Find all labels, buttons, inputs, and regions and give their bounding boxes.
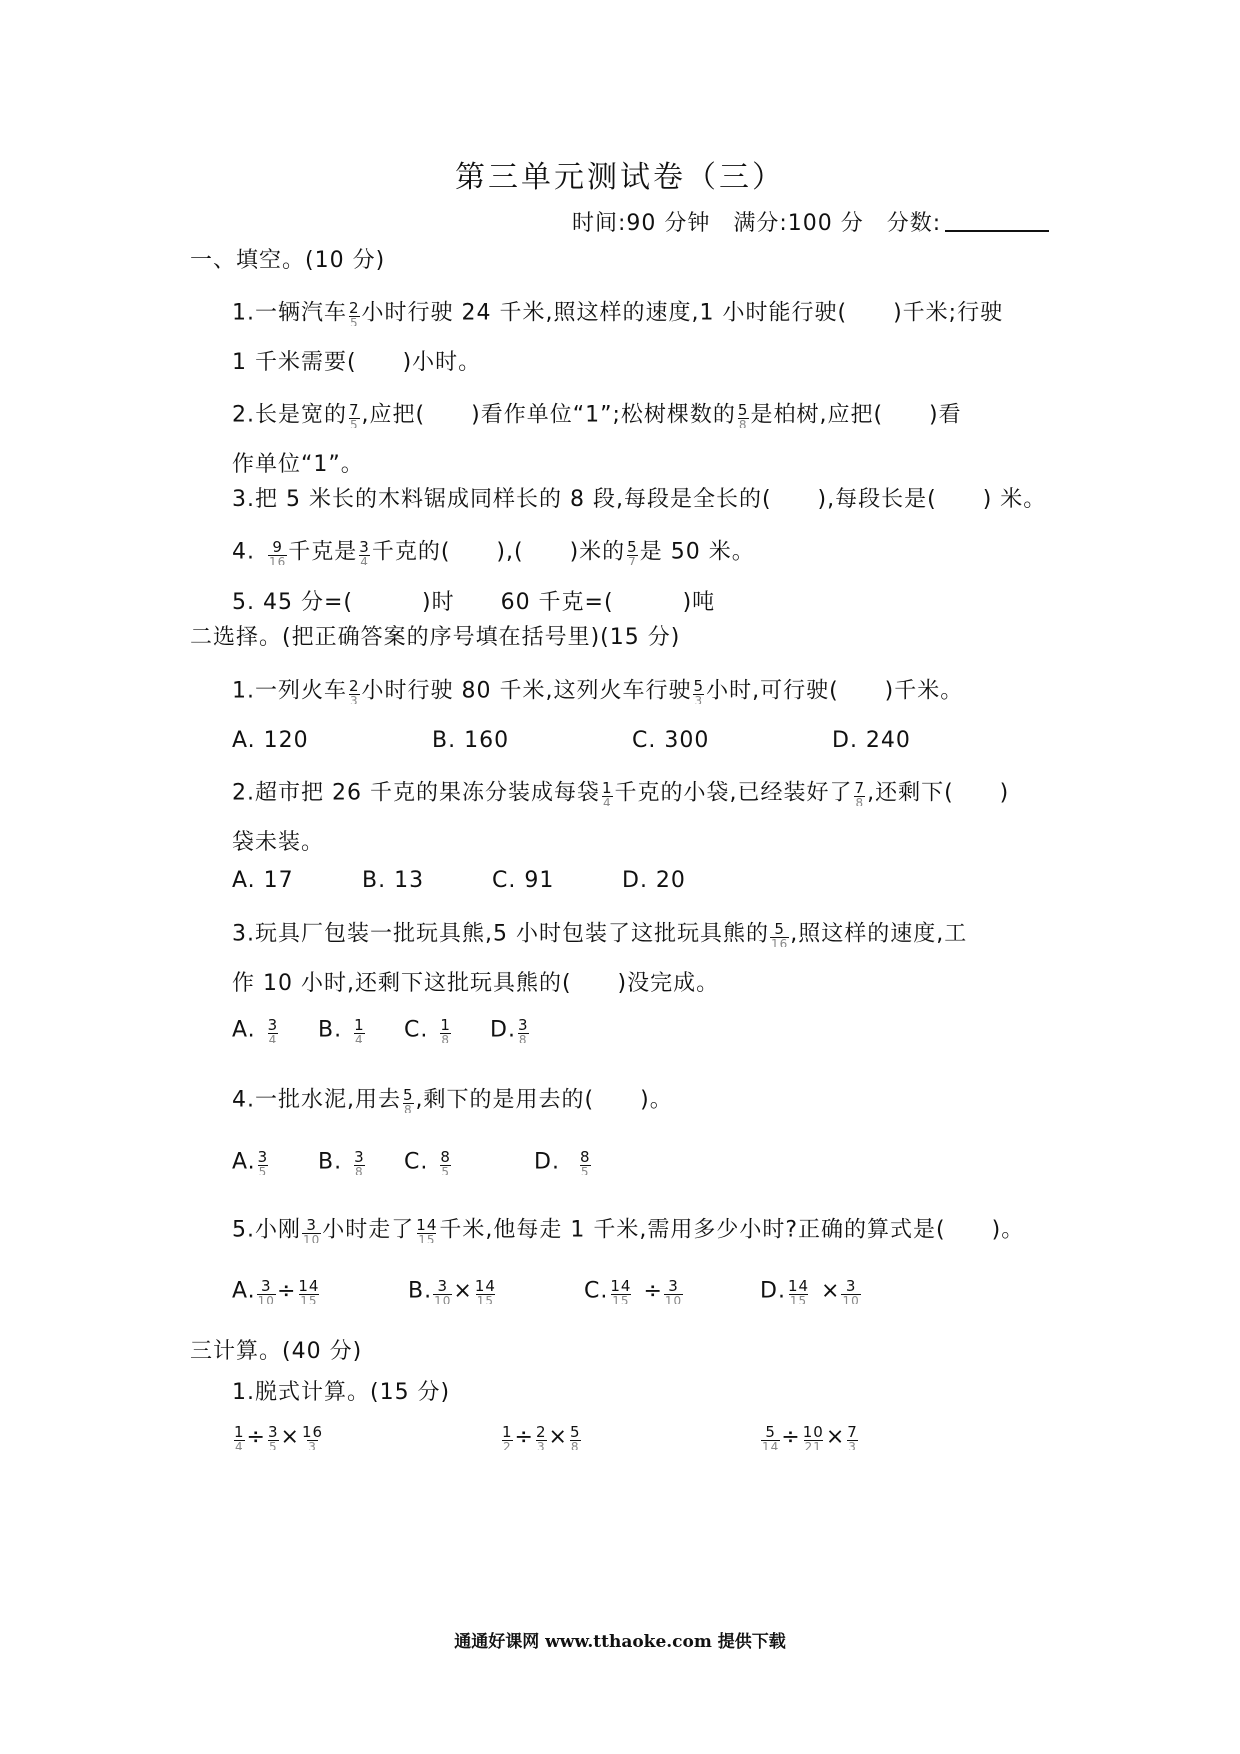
- fraction: [433, 1279, 452, 1304]
- text: 小时行驶 24 千米,照这样的速度,1 小时能行驶( )千米;行驶: [361, 300, 1004, 326]
- numerator: 14: [298, 1277, 320, 1295]
- s2-q3-opt-a[interactable]: [232, 1018, 280, 1043]
- option-label: B.: [408, 1278, 433, 1304]
- denominator: 10: [842, 1294, 860, 1304]
- numerator: 3: [267, 1423, 279, 1441]
- denominator: 4: [355, 1033, 364, 1043]
- fraction: [439, 1150, 452, 1175]
- denominator: 4: [268, 1033, 278, 1043]
- fraction: [402, 1088, 415, 1113]
- option-label: D.: [534, 1149, 560, 1175]
- text: 小时走了: [322, 1217, 415, 1243]
- fraction: [257, 1150, 270, 1175]
- option-label: C.: [584, 1278, 609, 1304]
- numerator: 7: [854, 779, 866, 797]
- operator: ÷: [643, 1278, 663, 1304]
- text: 小时,可行驶( )千米。: [706, 678, 964, 704]
- text: 千克是: [288, 539, 358, 565]
- fraction: [579, 1150, 592, 1175]
- text: 2.超市把 26 千克的果冻分装成每袋: [232, 780, 600, 806]
- score-blank[interactable]: [945, 210, 1049, 232]
- numerator: 5: [402, 1086, 414, 1104]
- exam-meta: [572, 210, 1049, 235]
- fraction: [770, 922, 789, 947]
- s1-q4: [232, 540, 755, 565]
- numerator: 3: [437, 1277, 448, 1295]
- fraction: [737, 403, 750, 428]
- operator: ÷: [781, 1424, 801, 1450]
- numerator: 7: [847, 1423, 858, 1441]
- numerator: 5: [569, 1423, 581, 1441]
- denominator: 2: [502, 1440, 512, 1450]
- s2-q4-opt-b[interactable]: [318, 1150, 367, 1175]
- s2-q4-opt-c[interactable]: [404, 1150, 453, 1175]
- numerator: 1: [234, 1423, 245, 1441]
- fraction: [609, 1279, 632, 1304]
- fraction: [267, 1425, 280, 1450]
- numerator: 3: [845, 1277, 857, 1295]
- denominator: 10: [303, 1233, 321, 1243]
- fraction: [348, 301, 361, 326]
- fraction: [569, 1425, 582, 1450]
- option-label: C.: [404, 1017, 429, 1043]
- denominator: 14: [762, 1440, 780, 1450]
- denominator: 4: [602, 796, 612, 806]
- text: 2.长是宽的: [232, 402, 347, 428]
- text: 千克的( ),( )米的: [371, 539, 626, 565]
- numerator: 3: [517, 1016, 529, 1034]
- text: 5.小刚: [232, 1217, 301, 1243]
- page-title: 第三单元测试卷（三）: [455, 160, 785, 195]
- numerator: 14: [610, 1277, 632, 1295]
- fraction: [439, 1018, 452, 1043]
- calc-expr-2: [500, 1425, 583, 1450]
- denominator: 5: [349, 316, 359, 326]
- denominator: 4: [360, 555, 369, 565]
- denominator: 3: [536, 1440, 546, 1450]
- s2-q5-opt-d[interactable]: [760, 1279, 862, 1304]
- option-label: A.: [232, 1149, 256, 1175]
- numerator: 3: [668, 1277, 679, 1295]
- option-label: B.: [318, 1017, 343, 1043]
- numerator: 5: [737, 401, 749, 419]
- text: ,剩下的是用去的( )。: [415, 1087, 673, 1113]
- numerator: 8: [440, 1148, 451, 1166]
- denominator: 15: [418, 1233, 436, 1243]
- fraction: [257, 1279, 276, 1304]
- denominator: 15: [789, 1294, 808, 1304]
- s1-q5: 5. 45 分=( )时 60 千克=( )吨: [232, 590, 716, 615]
- denominator: 5: [580, 1165, 590, 1175]
- numerator: 1: [354, 1016, 365, 1034]
- s2-q1: [232, 679, 963, 704]
- text: ,应把( )看作单位“1”;松树棵数的: [361, 402, 736, 428]
- denominator: 21: [804, 1440, 822, 1450]
- numerator: 7: [349, 401, 360, 419]
- fraction: [846, 1425, 859, 1450]
- s2-q2-opt-c[interactable]: C. 91: [492, 868, 555, 893]
- s1-q1-line1: [232, 301, 1003, 326]
- numerator: 2: [535, 1423, 547, 1441]
- numerator: 1: [502, 1423, 513, 1441]
- option-label: D.: [760, 1278, 786, 1304]
- footer-download-link[interactable]: 通通好课网 www.tthaoke.com 提供下载: [454, 1632, 786, 1652]
- text: 千米,他每走 1 千米,需用多少小时?正确的算式是( )。: [439, 1217, 1025, 1243]
- denominator: 3: [349, 694, 359, 704]
- numerator: 1: [440, 1016, 451, 1034]
- s2-q1-opt-c[interactable]: C. 300: [632, 728, 710, 753]
- denominator: 3: [848, 1440, 857, 1450]
- operator: ÷: [514, 1424, 534, 1450]
- fraction: [841, 1279, 860, 1304]
- fraction: [787, 1279, 810, 1304]
- text: 3.玩具厂包装一批玩具熊,5 小时包装了这批玩具熊的: [232, 921, 769, 947]
- s1-q3: 3.把 5 米长的木料锯成同样长的 8 段,每段是全长的( ),每段长是( ) 米。: [232, 487, 1047, 512]
- s2-q5-opt-c[interactable]: [584, 1279, 684, 1304]
- numerator: 3: [359, 538, 370, 556]
- s2-q5: [232, 1218, 1024, 1243]
- fraction: [601, 781, 614, 806]
- denominator: 4: [234, 1440, 244, 1450]
- s2-q2-line1: [232, 781, 1009, 806]
- denominator: 16: [269, 555, 287, 565]
- s2-q4-opt-a[interactable]: [232, 1150, 270, 1175]
- s2-q5-opt-a[interactable]: [232, 1279, 321, 1304]
- fraction: [664, 1279, 683, 1304]
- option-label: A.: [232, 1017, 256, 1043]
- fraction: [301, 1425, 324, 1450]
- text: 是柏树,应把( )看: [750, 402, 962, 428]
- section-3-heading: 三计算。(40 分): [190, 1339, 363, 1364]
- s2-q3-opt-d[interactable]: [490, 1018, 530, 1043]
- denominator: 8: [855, 796, 865, 806]
- operator: ×: [453, 1278, 473, 1304]
- numerator: 5: [693, 677, 705, 695]
- s2-q5-opt-b[interactable]: [408, 1279, 498, 1304]
- s2-q1-opt-d[interactable]: D. 240: [832, 728, 911, 753]
- numerator: 2: [349, 299, 360, 317]
- fraction: [626, 540, 639, 565]
- fraction: [693, 679, 706, 704]
- option-label: C.: [404, 1149, 429, 1175]
- exam-meta-text: 时间:90 分钟 满分:100 分 分数:: [572, 211, 942, 236]
- fraction: [267, 1018, 280, 1043]
- fraction: [353, 1150, 366, 1175]
- operator: ×: [825, 1424, 846, 1450]
- s1-q2-line2: 作单位“1”。: [232, 452, 364, 477]
- denominator: 5: [349, 418, 359, 428]
- text: ,还剩下( ): [867, 780, 1010, 806]
- section-3-sub1: 1.脱式计算。(15 分): [232, 1380, 451, 1405]
- numerator: 5: [627, 538, 638, 556]
- numerator: 8: [579, 1148, 591, 1166]
- denominator: 5: [441, 1165, 450, 1175]
- s2-q2-opt-d[interactable]: D. 20: [622, 868, 686, 893]
- fraction: [535, 1425, 548, 1450]
- denominator: 5: [268, 1440, 278, 1450]
- option-label: D.: [490, 1017, 516, 1043]
- denominator: 5: [258, 1165, 268, 1175]
- denominator: 15: [476, 1294, 494, 1304]
- numerator: 3: [267, 1016, 279, 1034]
- fraction: [474, 1279, 497, 1304]
- fraction: [268, 540, 287, 565]
- denominator: 3: [308, 1440, 317, 1450]
- denominator: 10: [257, 1294, 275, 1304]
- denominator: 15: [612, 1294, 630, 1304]
- fraction: [302, 1218, 321, 1243]
- denominator: 7: [628, 555, 637, 565]
- denominator: 3: [694, 694, 704, 704]
- fraction: [297, 1279, 320, 1304]
- calc-expr-1: [232, 1425, 325, 1450]
- s2-q4: [232, 1088, 673, 1113]
- operator: ÷: [246, 1424, 266, 1450]
- fraction: [358, 540, 371, 565]
- text: 4.: [232, 539, 255, 565]
- denominator: 8: [570, 1440, 580, 1450]
- denominator: 10: [664, 1294, 683, 1304]
- fraction: [501, 1425, 514, 1450]
- numerator: 14: [787, 1277, 810, 1295]
- numerator: 1: [601, 779, 613, 797]
- numerator: 9: [272, 538, 283, 556]
- operator: ×: [280, 1424, 300, 1450]
- s1-q1-line2: 1 千米需要( )小时。: [232, 350, 482, 375]
- fraction: [802, 1425, 825, 1450]
- fraction: [233, 1425, 246, 1450]
- numerator: 16: [301, 1423, 324, 1441]
- numerator: 14: [416, 1216, 438, 1234]
- s2-q4-opt-d[interactable]: [534, 1150, 592, 1175]
- s2-q3-opt-c[interactable]: [404, 1018, 453, 1043]
- text: 4.一批水泥,用去: [232, 1087, 401, 1113]
- option-label: A.: [232, 1278, 256, 1304]
- denominator: 8: [441, 1033, 450, 1043]
- denominator: 8: [355, 1165, 364, 1175]
- text: 是 50 米。: [639, 539, 755, 565]
- operator: ×: [821, 1278, 841, 1304]
- section-1-heading: 一、填空。(10 分): [190, 248, 386, 273]
- s2-q1-opt-a[interactable]: A. 120: [232, 728, 309, 753]
- numerator: 10: [802, 1423, 824, 1441]
- numerator: 3: [354, 1148, 365, 1166]
- numerator: 5: [765, 1423, 776, 1441]
- text: 千克的小袋,已经装好了: [614, 780, 853, 806]
- numerator: 5: [774, 920, 785, 938]
- numerator: 3: [261, 1277, 272, 1295]
- operator: ×: [548, 1424, 568, 1450]
- s2-q3-opt-b[interactable]: [318, 1018, 367, 1043]
- numerator: 3: [257, 1148, 269, 1166]
- denominator: 15: [300, 1294, 318, 1304]
- option-label: B.: [318, 1149, 343, 1175]
- fraction: [415, 1218, 438, 1243]
- numerator: 3: [306, 1216, 317, 1234]
- s2-q2-opt-a[interactable]: A. 17: [232, 868, 294, 893]
- fraction: [517, 1018, 530, 1043]
- denominator: 8: [518, 1033, 528, 1043]
- numerator: 2: [349, 677, 360, 695]
- s2-q2-opt-b[interactable]: B. 13: [362, 868, 425, 893]
- text: ,照这样的速度,工: [790, 921, 968, 947]
- denominator: 16: [770, 937, 789, 947]
- operator: ÷: [276, 1278, 297, 1304]
- numerator: 14: [474, 1277, 496, 1295]
- calc-expr-3: [760, 1425, 860, 1450]
- s2-q3-line1: [232, 922, 967, 947]
- fraction: [348, 403, 361, 428]
- fraction: [854, 781, 867, 806]
- denominator: 8: [738, 418, 748, 428]
- denominator: 10: [434, 1294, 452, 1304]
- s1-q2-line1: [232, 403, 962, 428]
- s2-q1-opt-b[interactable]: B. 160: [432, 728, 510, 753]
- text: 小时行驶 80 千米,这列火车行驶: [361, 678, 692, 704]
- text: 1.一辆汽车: [232, 300, 347, 326]
- s2-q3-line2: 作 10 小时,还剩下这批玩具熊的( )没完成。: [232, 971, 720, 996]
- text: 1.一列火车: [232, 678, 347, 704]
- fraction: [761, 1425, 780, 1450]
- fraction: [353, 1018, 366, 1043]
- denominator: 8: [403, 1103, 413, 1113]
- fraction: [348, 679, 361, 704]
- section-2-heading: 二选择。(把正确答案的序号填在括号里)(15 分): [190, 625, 681, 650]
- s2-q2-line2: 袋未装。: [232, 830, 325, 855]
